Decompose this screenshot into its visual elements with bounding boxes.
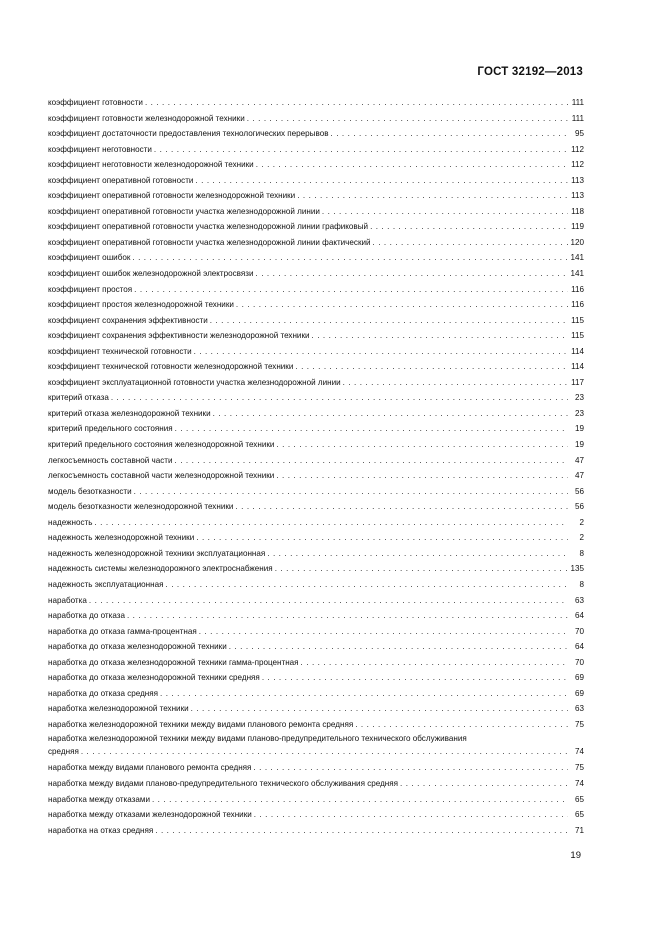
index-term-line1: наработка железнодорожной техники между видами планово-предупредительного технического обслуживания	[48, 734, 467, 744]
index-page-number: 117	[571, 377, 584, 387]
index-term: наработка железнодорожной техники	[48, 704, 189, 714]
dot-leader	[254, 807, 568, 823]
dot-leader	[175, 453, 568, 469]
index-entry	[48, 282, 584, 298]
index-term: коэффициент эксплуатационной готовности участка железнодорожной линии	[48, 377, 341, 387]
index-page-number: 112	[571, 160, 584, 170]
dot-leader	[355, 717, 568, 733]
index-entry	[48, 235, 584, 251]
index-page-number: 118	[571, 206, 584, 216]
index-entry	[48, 313, 584, 329]
index-page-number: 47	[574, 471, 584, 481]
index-term-line2-row	[48, 745, 584, 760]
index-entry	[48, 823, 584, 839]
dot-leader	[94, 515, 568, 531]
index-page-number: 135	[570, 564, 584, 574]
index-entry	[48, 219, 584, 235]
index-entry	[48, 468, 584, 484]
dot-leader	[256, 157, 568, 173]
dot-leader	[155, 823, 568, 839]
index-term: критерий отказа железнодорожной техники	[48, 408, 211, 418]
index-term: коэффициент оперативной готовности участка железнодорожной линии фактический	[48, 237, 371, 247]
dot-leader	[331, 126, 568, 142]
index-entry	[48, 344, 584, 360]
index-entry	[48, 406, 584, 422]
dot-leader	[236, 297, 568, 313]
index-entry-wrapped	[48, 732, 584, 760]
index-term: наработка до отказа железнодорожной техники	[48, 642, 227, 652]
dot-leader	[247, 111, 568, 127]
index-entry	[48, 686, 584, 702]
index-entry	[48, 95, 584, 111]
dot-leader	[160, 686, 568, 702]
index-page-number: 65	[574, 810, 584, 820]
index-page-number: 70	[574, 657, 584, 667]
index-entry	[48, 760, 584, 776]
dot-leader	[127, 608, 568, 624]
index-page-number: 114	[571, 346, 584, 356]
dot-leader	[210, 313, 568, 329]
index-page-number: 115	[571, 315, 584, 325]
dot-leader	[194, 344, 568, 360]
index-term: коэффициент неготовности	[48, 144, 152, 154]
index-page-number: 71	[574, 825, 584, 835]
dot-leader	[152, 792, 568, 808]
dot-leader	[370, 219, 568, 235]
dot-leader	[145, 95, 568, 111]
index-page-number: 111	[571, 113, 584, 123]
index-entry	[48, 390, 584, 406]
index-page-number: 23	[574, 408, 584, 418]
index-page-number: 75	[574, 719, 584, 729]
index-page-number: 63	[574, 595, 584, 605]
index-entry	[48, 701, 584, 717]
index-entry	[48, 126, 584, 142]
index-entry	[48, 577, 584, 593]
index-entry	[48, 670, 584, 686]
index-page-number: 113	[571, 191, 584, 201]
index-page-number: 115	[571, 331, 584, 341]
index-term: коэффициент сохранения эффективности	[48, 315, 208, 325]
index-entry	[48, 266, 584, 282]
dot-leader	[295, 359, 568, 375]
index-page-number: 19	[574, 440, 584, 450]
dot-leader	[275, 561, 568, 577]
index-entry	[48, 515, 584, 531]
index-entry	[48, 421, 584, 437]
index-term: коэффициент простоя железнодорожной техники	[48, 300, 234, 310]
dot-leader	[89, 593, 568, 609]
index-entry	[48, 530, 584, 546]
dot-leader	[301, 655, 568, 671]
index-entry	[48, 328, 584, 344]
index-page-number: 95	[574, 129, 584, 139]
index-page-number: 116	[571, 300, 584, 310]
index-term: наработка между видами планового ремонта средняя	[48, 763, 252, 773]
index-page-number: 119	[571, 222, 584, 232]
index-term: модель безотказности железнодорожной техники	[48, 502, 234, 512]
index-entry	[48, 593, 584, 609]
index-term: критерий предельного состояния	[48, 424, 173, 434]
index-page-number: 114	[571, 362, 584, 372]
dot-leader	[276, 468, 568, 484]
index-entry	[48, 717, 584, 733]
index-term: наработка железнодорожной техники между видами планового ремонта средняя	[48, 719, 354, 729]
index-term: легкосъемность составной части	[48, 455, 173, 465]
dot-leader	[235, 499, 568, 515]
index-term: наработка до отказа железнодорожной техники средняя	[48, 673, 260, 683]
index-entry	[48, 624, 584, 640]
index-entry	[48, 111, 584, 127]
dot-leader	[166, 577, 568, 593]
index-entry	[48, 188, 584, 204]
index-page-number: 74	[574, 747, 584, 757]
index-entry	[48, 250, 584, 266]
dot-leader	[199, 624, 568, 640]
index-term: наработка	[48, 595, 87, 605]
dot-leader	[154, 142, 568, 158]
dot-leader	[262, 670, 568, 686]
index-term: коэффициент ошибок железнодорожной электросвязи	[48, 269, 254, 279]
index-page-number: 8	[579, 548, 584, 558]
dot-leader	[134, 282, 568, 298]
index-term: коэффициент оперативной готовности участка железнодорожной линии графиковый	[48, 222, 369, 232]
index-page-number: 2	[579, 533, 584, 543]
index-term: коэффициент готовности железнодорожной техники	[48, 113, 245, 123]
index-term-line2: средняя	[48, 747, 79, 757]
index-term: критерий предельного состояния железнодорожной техники	[48, 440, 275, 450]
dot-leader	[312, 328, 568, 344]
index-entry	[48, 453, 584, 469]
dot-leader	[253, 760, 568, 776]
dot-leader	[373, 235, 568, 251]
index-page-number: 116	[571, 284, 584, 294]
index-term: наработка до отказа гамма-процентная	[48, 626, 197, 636]
index-page-number: 64	[574, 611, 584, 621]
index-term: коэффициент готовности	[48, 98, 143, 107]
index-term: надежность	[48, 517, 93, 527]
index-page-number: 47	[574, 455, 584, 465]
index-page-number: 64	[574, 642, 584, 652]
index-term: надежность системы железнодорожного электроснабжения	[48, 564, 273, 574]
index-term: наработка между отказами	[48, 794, 150, 804]
index-term: надежность железнодорожной техники	[48, 533, 195, 543]
index-page-number: 74	[574, 778, 584, 788]
index-entry	[48, 561, 584, 577]
index-entry	[48, 655, 584, 671]
index-entry	[48, 375, 584, 391]
index-page-number: 23	[574, 393, 584, 403]
index-page-number: 112	[571, 144, 584, 154]
index-term: наработка до отказа железнодорожной техники гамма-процентная	[48, 657, 299, 667]
dot-leader	[111, 390, 568, 406]
index-term: коэффициент простоя	[48, 284, 133, 294]
index-entry	[48, 359, 584, 375]
index-page-number: 56	[574, 502, 584, 512]
index-term: наработка между видами планово-предупредительного технического обслуживания средняя	[48, 778, 399, 788]
index-term: коэффициент сохранения эффективности железнодорожной техники	[48, 331, 310, 341]
index-page-number: 120	[570, 237, 584, 247]
index-page-number: 8	[579, 579, 584, 589]
index-entry	[48, 639, 584, 655]
index-entry	[48, 297, 584, 313]
dot-leader	[267, 546, 568, 562]
index-entry	[48, 204, 584, 220]
index-entry	[48, 437, 584, 453]
index-entry	[48, 792, 584, 808]
index-page-number: 56	[574, 486, 584, 496]
index-term: коэффициент оперативной готовности железнодорожной техники	[48, 191, 296, 201]
dot-leader	[229, 639, 568, 655]
index-entry	[48, 608, 584, 624]
dot-leader	[81, 745, 568, 758]
index-term: коэффициент технической готовности железнодорожной техники	[48, 362, 294, 372]
index-entry	[48, 173, 584, 189]
index-term: легкосъемность составной части железнодорожной техники	[48, 471, 275, 481]
dot-leader	[276, 437, 568, 453]
alphabetical-index	[48, 95, 584, 838]
index-term: коэффициент неготовности железнодорожной техники	[48, 160, 254, 170]
dot-leader	[256, 266, 568, 282]
dot-leader	[195, 173, 568, 189]
page-number: 19	[570, 850, 581, 861]
index-page-number: 19	[574, 424, 584, 434]
dot-leader	[213, 406, 568, 422]
index-term: наработка между отказами железнодорожной техники	[48, 810, 252, 820]
index-term: надежность железнодорожной техники эксплуатационная	[48, 548, 266, 558]
index-term: наработка до отказа	[48, 611, 125, 621]
index-page-number: 141	[570, 253, 584, 263]
dot-leader	[132, 250, 568, 266]
index-page-number: 75	[574, 763, 584, 773]
index-entry	[48, 484, 584, 500]
index-entry	[48, 142, 584, 158]
dot-leader	[400, 776, 568, 792]
standard-header: ГОСТ 32192—2013	[477, 66, 583, 78]
index-term: коэффициент оперативной готовности участка железнодорожной линии	[48, 206, 320, 216]
index-page-number: 2	[579, 517, 584, 527]
index-page-number: 111	[571, 98, 584, 107]
index-page-number: 70	[574, 626, 584, 636]
index-entry	[48, 807, 584, 823]
index-page-number: 113	[571, 175, 584, 185]
index-page-number: 65	[574, 794, 584, 804]
dot-leader	[343, 375, 568, 391]
index-term: критерий отказа	[48, 393, 109, 403]
dot-leader	[196, 530, 568, 546]
index-term: наработка на отказ средняя	[48, 825, 154, 835]
index-page-number: 141	[570, 269, 584, 279]
index-entry	[48, 157, 584, 173]
dot-leader	[322, 204, 568, 220]
dot-leader	[191, 701, 568, 717]
index-page-number: 69	[574, 673, 584, 683]
index-term: надежность эксплуатационная	[48, 579, 164, 589]
dot-leader	[297, 188, 568, 204]
index-term: коэффициент технической готовности	[48, 346, 192, 356]
index-term: коэффициент ошибок	[48, 253, 131, 263]
index-term: наработка до отказа средняя	[48, 688, 159, 698]
index-entry	[48, 546, 584, 562]
dot-leader	[175, 421, 568, 437]
index-term: модель безотказности	[48, 486, 132, 496]
index-page-number: 69	[574, 688, 584, 698]
index-term: коэффициент оперативной готовности	[48, 175, 194, 185]
index-entry	[48, 776, 584, 792]
index-term: коэффициент достаточности предоставления технологических перерывов	[48, 129, 329, 139]
index-entry	[48, 499, 584, 515]
index-page-number: 63	[574, 704, 584, 714]
dot-leader	[134, 484, 568, 500]
